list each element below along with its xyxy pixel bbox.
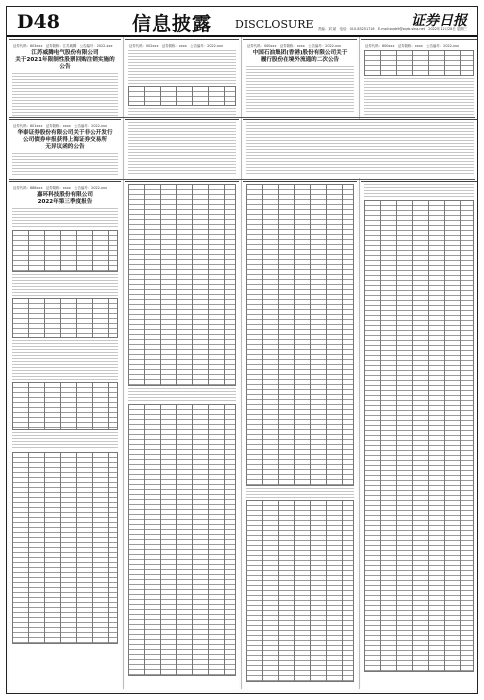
announcement-code: 证券代码：688xxx 证券简称：xxxx 公告编号：2022-xxx bbox=[13, 186, 108, 190]
announcement-code: 证券代码：600xxx 证券简称：xxxx 公告编号：2022-xxx bbox=[365, 44, 460, 48]
row-divider bbox=[9, 179, 475, 180]
section-title: 信息披露 bbox=[132, 13, 213, 35]
data-table bbox=[246, 500, 354, 682]
announcement-code: 证券代码：603xxx 证券简称：江苏威腾 公告编号：2022-xxx bbox=[13, 44, 113, 48]
page-number: D48 bbox=[17, 11, 60, 33]
announcement-block bbox=[125, 39, 239, 116]
body-text bbox=[246, 66, 354, 112]
body-text bbox=[128, 122, 236, 174]
announcement-code: 证券代码：002xxx 证券简称：xxxx 公告编号：2022-xxx bbox=[129, 44, 224, 48]
body-text bbox=[12, 340, 118, 380]
body-text bbox=[12, 274, 118, 296]
body-text bbox=[246, 122, 474, 174]
announcement-block bbox=[125, 119, 239, 178]
announcement-block bbox=[243, 119, 477, 178]
body-text bbox=[128, 108, 236, 116]
announcement-title: 江苏威腾电气股份有限公司 关于2021年限制性股票回购注销实施的公告 bbox=[15, 50, 115, 70]
announcement-code: 证券代码：000xxx 证券简称：xxxx 公告编号：2022-xxx bbox=[247, 44, 342, 48]
body-text bbox=[128, 50, 236, 84]
announcement-block bbox=[243, 39, 357, 116]
data-table bbox=[128, 86, 236, 106]
body-text bbox=[364, 184, 474, 198]
column-rule bbox=[123, 37, 124, 689]
data-table bbox=[12, 382, 118, 430]
row-divider bbox=[9, 117, 475, 118]
body-text bbox=[364, 78, 474, 116]
announcement-title: 华泰证券股份有限公司关于非公开发行 公司债券申报获得上海证券交易所 无异议函的公告 bbox=[17, 130, 113, 150]
announcement-block bbox=[9, 181, 121, 690]
newspaper-logo: 证券日报 bbox=[411, 13, 467, 29]
body-text bbox=[12, 153, 118, 175]
announcement-block bbox=[125, 181, 239, 690]
newspaper-page bbox=[6, 6, 478, 694]
column-rule bbox=[241, 37, 242, 689]
data-table bbox=[128, 404, 236, 676]
body-text bbox=[12, 73, 118, 116]
data-table bbox=[364, 200, 474, 672]
page-meta: 责编：刘 斌 电话：010-83251716 E-mail:zqrb9@zqrb.sina.net 2022年12月28日 星期三 bbox=[318, 27, 467, 31]
announcement-code: 证券代码：601xxx 证券简称：xxxx 公告编号：2022-xxx bbox=[13, 124, 108, 128]
body-text bbox=[128, 388, 236, 402]
page-header bbox=[7, 7, 477, 37]
section-title-en: DISCLOSURE bbox=[235, 18, 314, 31]
body-text bbox=[246, 488, 354, 498]
data-table bbox=[12, 298, 118, 338]
body-text bbox=[12, 432, 118, 450]
announcement-block bbox=[9, 119, 121, 178]
body-text bbox=[12, 208, 118, 228]
announcement-block bbox=[243, 181, 357, 690]
data-table bbox=[364, 50, 474, 76]
announcement-block bbox=[9, 39, 121, 116]
announcement-block bbox=[361, 39, 477, 116]
data-table bbox=[12, 452, 118, 644]
data-table bbox=[246, 184, 354, 486]
announcement-title: 嘉环科技股份有限公司 2022年第三季度报告 bbox=[37, 192, 93, 205]
data-table bbox=[128, 184, 236, 386]
data-table bbox=[12, 230, 118, 272]
announcement-title: 中国石油集团(香港)股份有限公司关于 履行股份在境外流通的二次公告 bbox=[252, 50, 348, 63]
announcement-block bbox=[361, 181, 477, 690]
